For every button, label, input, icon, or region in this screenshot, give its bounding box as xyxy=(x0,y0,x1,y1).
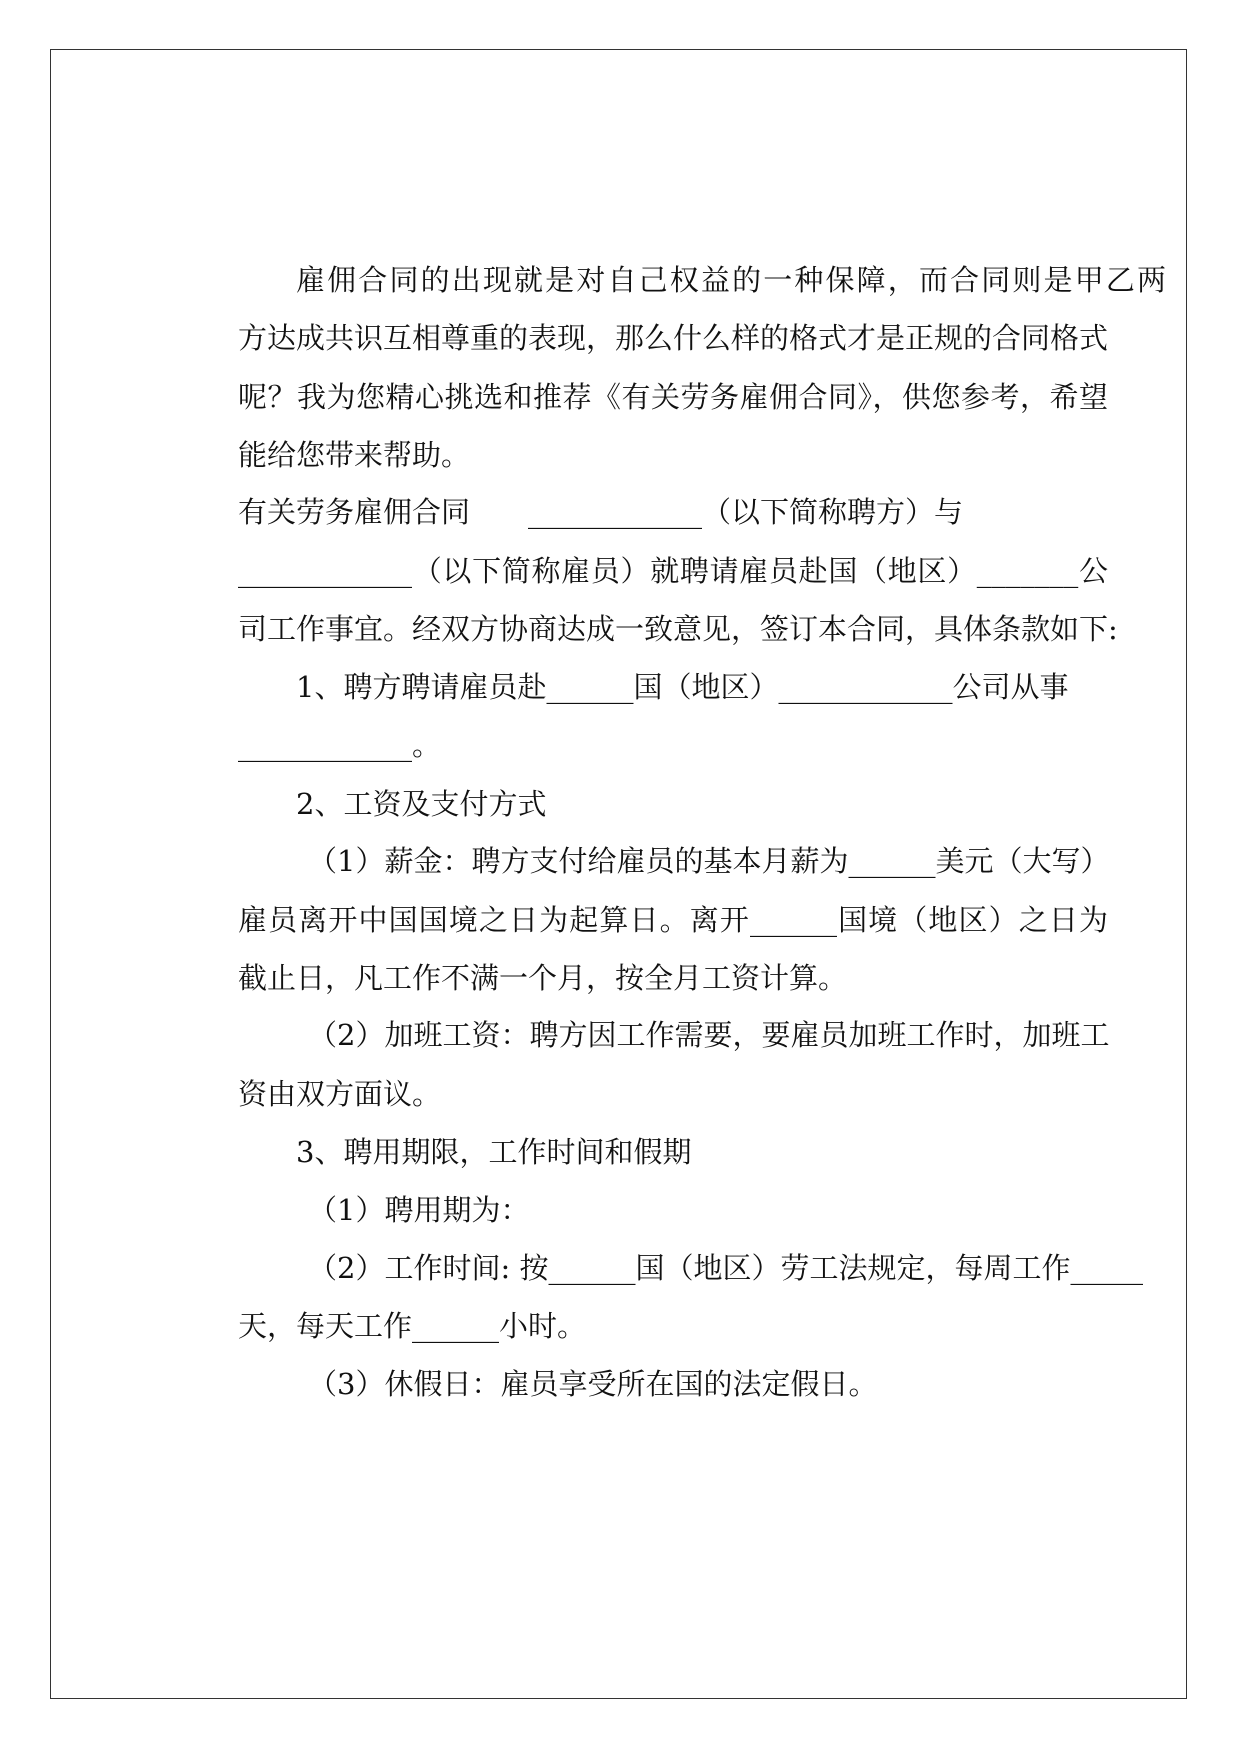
clause-3-heading: 3、聘用期限，工作时间和假期 xyxy=(296,1135,692,1169)
intro-line-3: 呢？我为您精心挑选和推荐《有关劳务雇佣合同》，供您参考，希望 xyxy=(238,380,1108,414)
preamble-line-2: 司工作事宜。经双方协商达成一致意见，签订本合同，具体条款如下: xyxy=(238,612,1118,646)
document-page xyxy=(50,49,1187,1699)
preamble-line-1: ____________（以下简称雇员）就聘请雇员赴国（地区）_______公 xyxy=(238,554,1108,588)
clause-3-3-line: （3）休假日：雇员享受所在国的法定假日。 xyxy=(308,1367,878,1401)
clause-1-line-2: ____________。 xyxy=(238,728,442,762)
intro-line-1: 雇佣合同的出现就是对自己权益的一种保障，而合同则是甲乙两 xyxy=(296,263,1166,297)
clause-2-2-line-2: 资由双方面议。 xyxy=(238,1077,442,1111)
clause-3-2-line-1: （2）工作时间: 按______国（地区）劳工法规定，每周工作_____ xyxy=(308,1251,1143,1285)
clause-2-2-line-1: （2）加班工资：聘方因工作需要，要雇员加班工作时，加班工 xyxy=(308,1018,1110,1052)
clause-2-1-line-1: （1）薪金：聘方支付给雇员的基本月薪为______美元（大写） xyxy=(308,844,1110,878)
clause-3-1-line: （1）聘用期为： xyxy=(308,1193,530,1227)
contract-title-line: 有关劳务雇佣合同 ____________（以下简称聘方）与 xyxy=(238,495,964,529)
intro-line-2: 方达成共识互相尊重的表现，那么什么样的格式才是正规的合同格式 xyxy=(238,321,1109,355)
clause-2-heading: 2、工资及支付方式 xyxy=(296,787,547,821)
clause-2-1-line-2: 雇员离开中国国境之日为起算日。离开______国境（地区）之日为 xyxy=(238,903,1108,937)
clause-1-line-1: 1、聘方聘请雇员赴______国（地区）____________公司从事 xyxy=(296,670,1069,704)
intro-line-4: 能给您带来帮助。 xyxy=(238,438,471,472)
clause-2-1-line-3: 截止日，凡工作不满一个月，按全月工资计算。 xyxy=(238,961,848,995)
clause-3-2-line-2: 天，每天工作______小时。 xyxy=(238,1309,587,1343)
